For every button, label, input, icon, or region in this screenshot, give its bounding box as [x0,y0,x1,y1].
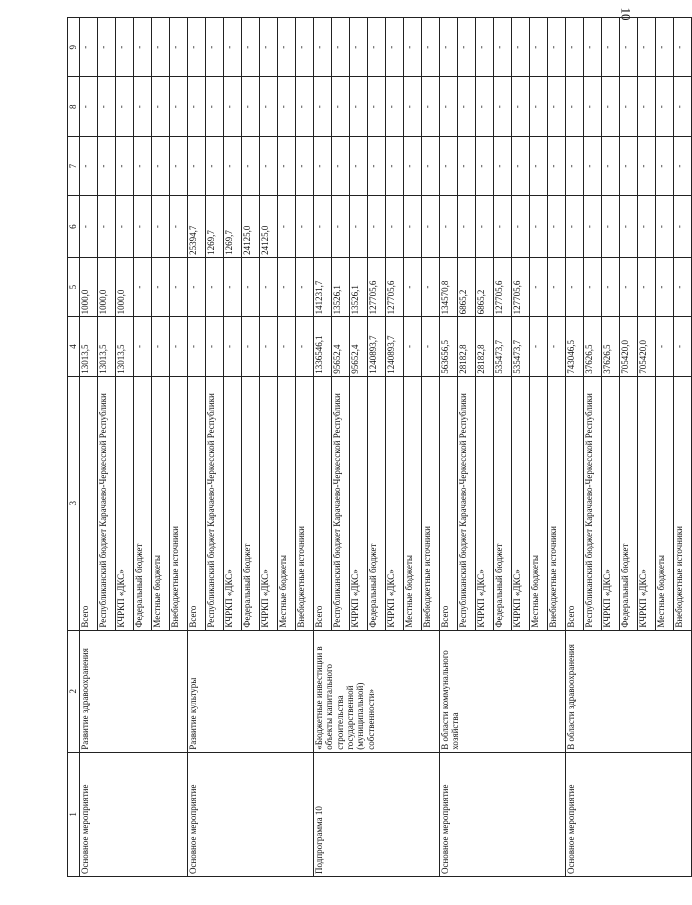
value-cell: - [638,77,656,136]
value-cell: - [260,18,278,77]
value-cell: - [548,196,566,258]
value-cell: - [656,317,674,376]
value-cell: - [368,136,386,195]
value-cell: 563656,5 [440,317,458,376]
value-cell: - [584,257,602,316]
value-cell: - [170,257,188,316]
value-cell: - [224,257,242,316]
value-cell: - [422,18,440,77]
value-cell: 134570,8 [440,257,458,316]
value-cell: - [260,257,278,316]
value-cell: - [530,257,548,316]
source-cell: Всего [314,376,332,630]
value-cell: - [206,18,224,77]
value-cell: - [98,196,116,258]
value-cell: 28182,8 [458,317,476,376]
value-cell: - [206,136,224,195]
value-cell: - [656,136,674,195]
value-cell: - [134,136,152,195]
value-cell: - [134,18,152,77]
source-cell: Федеральный бюджет [620,376,638,630]
value-cell: - [260,77,278,136]
value-cell: - [314,196,332,258]
value-cell: - [386,196,404,258]
value-cell: 24125,0 [260,196,278,258]
value-cell: - [422,257,440,316]
program-name-cell: Развитие культуры [188,630,314,752]
source-cell: Всего [80,376,98,630]
value-cell: - [638,136,656,195]
value-cell: - [566,18,584,77]
value-cell: - [80,77,98,136]
value-cell: - [188,317,206,376]
source-cell: КЧРКП «ДКС» [476,376,494,630]
source-cell: Местные бюджеты [656,376,674,630]
value-cell: - [98,77,116,136]
value-cell: - [224,18,242,77]
source-cell: Республиканский бюджет Карачаево-Черкесской Республики [206,376,224,630]
value-cell: - [296,317,314,376]
value-cell: - [386,18,404,77]
source-cell: Внебюджетные источники [674,376,692,630]
source-cell: Республиканский бюджет Карачаево-Черкесской Республики [98,376,116,630]
value-cell: - [440,196,458,258]
value-cell: - [278,196,296,258]
source-cell: Местные бюджеты [404,376,422,630]
value-cell: 28182,8 [476,317,494,376]
value-cell: - [602,196,620,258]
value-cell: - [548,317,566,376]
header-cell: 9 [68,18,80,77]
value-cell: - [170,18,188,77]
value-cell: - [134,257,152,316]
value-cell: - [170,136,188,195]
value-cell: - [278,18,296,77]
value-cell: 743046,5 [566,317,584,376]
value-cell: 13526,1 [332,257,350,316]
program-name-cell: В области коммунального хозяйства [440,630,566,752]
value-cell: 705420,0 [638,317,656,376]
value-cell: - [152,257,170,316]
value-cell: - [260,136,278,195]
value-cell: - [566,257,584,316]
value-cell: - [674,196,692,258]
value-cell: - [260,317,278,376]
value-cell: 37626,5 [602,317,620,376]
value-cell: 141231,7 [314,257,332,316]
source-cell: Внебюджетные источники [422,376,440,630]
value-cell: - [566,196,584,258]
value-cell: - [620,196,638,258]
value-cell: - [80,18,98,77]
value-cell: - [494,136,512,195]
header-cell: 5 [68,257,80,316]
source-cell: КЧРКП «ДКС» [260,376,278,630]
value-cell: - [404,317,422,376]
value-cell: - [602,77,620,136]
source-cell: Внебюджетные источники [170,376,188,630]
value-cell: - [476,18,494,77]
value-cell: - [404,136,422,195]
value-cell: - [206,317,224,376]
value-cell: - [530,77,548,136]
source-cell: Внебюджетные источники [296,376,314,630]
value-cell: 25394,7 [188,196,206,258]
value-cell: - [638,18,656,77]
value-cell: - [656,77,674,136]
value-cell: - [296,196,314,258]
value-cell: - [584,196,602,258]
value-cell: - [494,77,512,136]
source-cell: Внебюджетные источники [548,376,566,630]
value-cell: - [80,136,98,195]
header-cell: 8 [68,77,80,136]
source-cell: Федеральный бюджет [368,376,386,630]
value-cell: - [278,77,296,136]
value-cell: - [656,196,674,258]
value-cell: - [152,136,170,195]
value-cell: 705420,0 [620,317,638,376]
value-cell: - [98,136,116,195]
value-cell: - [386,77,404,136]
value-cell: 1000,0 [116,257,134,316]
value-cell: - [296,77,314,136]
value-cell: - [350,136,368,195]
value-cell: - [602,257,620,316]
value-cell: - [368,77,386,136]
header-cell: 4 [68,317,80,376]
source-cell: Всего [566,376,584,630]
source-cell: КЧРКП «ДКС» [512,376,530,630]
value-cell: - [494,196,512,258]
source-cell: Местные бюджеты [530,376,548,630]
value-cell: - [458,18,476,77]
value-cell: - [278,257,296,316]
value-cell: 6865,2 [458,257,476,316]
value-cell: - [332,196,350,258]
value-cell: - [332,136,350,195]
value-cell: - [242,317,260,376]
value-cell: - [512,136,530,195]
program-name-cell: «Бюджетные инвестиции в объекты капитального строительства государственной (муниципальной) собственности» [314,630,440,752]
value-cell: - [638,257,656,316]
value-cell: 535473,7 [494,317,512,376]
value-cell: - [620,18,638,77]
value-cell: - [548,77,566,136]
value-cell: - [458,77,476,136]
value-cell: - [296,18,314,77]
source-cell: Федеральный бюджет [494,376,512,630]
source-cell: КЧРКП «ДКС» [350,376,368,630]
value-cell: - [134,77,152,136]
value-cell: - [170,196,188,258]
value-cell: - [422,196,440,258]
value-cell: - [350,196,368,258]
value-cell: - [530,18,548,77]
source-cell: Местные бюджеты [152,376,170,630]
value-cell: - [206,257,224,316]
program-type-cell: Основное мероприятие [566,752,692,876]
program-name-cell: В области здравоохранения [566,630,692,752]
value-cell: - [404,257,422,316]
value-cell: - [458,196,476,258]
value-cell: - [134,196,152,258]
source-cell: Местные бюджеты [278,376,296,630]
value-cell: 13013,5 [98,317,116,376]
value-cell: - [422,77,440,136]
value-cell: - [548,18,566,77]
value-cell: - [512,18,530,77]
value-cell: - [350,18,368,77]
table-row [188,18,206,877]
rotated-table-wrapper [67,17,684,877]
value-cell: - [620,77,638,136]
value-cell: - [242,257,260,316]
value-cell: - [152,196,170,258]
value-cell: - [512,196,530,258]
program-type-cell: Подпрограмма 10 [314,752,440,876]
source-cell: КЧРКП «ДКС» [224,376,242,630]
value-cell: - [602,136,620,195]
source-cell: Республиканский бюджет Карачаево-Черкесской Республики [584,376,602,630]
value-cell: - [188,136,206,195]
value-cell: - [314,136,332,195]
value-cell: 127705,6 [512,257,530,316]
value-cell: - [404,18,422,77]
program-type-cell: Основное мероприятие [440,752,566,876]
value-cell: 1269,7 [206,196,224,258]
value-cell: 6865,2 [476,257,494,316]
value-cell: 535473,7 [512,317,530,376]
value-cell: - [152,18,170,77]
value-cell: - [188,18,206,77]
value-cell: - [530,196,548,258]
value-cell: 13526,1 [350,257,368,316]
value-cell: 1240893,7 [386,317,404,376]
program-type-cell: Основное мероприятие [188,752,314,876]
source-cell: КЧРКП «ДКС» [116,376,134,630]
source-cell: Всего [440,376,458,630]
value-cell: - [548,136,566,195]
header-cell: 7 [68,136,80,195]
value-cell: - [368,196,386,258]
value-cell: - [242,77,260,136]
value-cell: - [80,196,98,258]
source-cell: Всего [188,376,206,630]
value-cell: - [314,77,332,136]
value-cell: - [440,77,458,136]
value-cell: 1336546,1 [314,317,332,376]
value-cell: - [98,18,116,77]
value-cell: - [206,77,224,136]
table-row [440,18,458,877]
value-cell: - [620,136,638,195]
value-cell: - [350,77,368,136]
value-cell: - [566,77,584,136]
value-cell: - [116,196,134,258]
value-cell: 127705,6 [368,257,386,316]
program-type-cell: Основное мероприятие [80,752,188,876]
value-cell: - [296,136,314,195]
value-cell: - [386,136,404,195]
value-cell: - [278,136,296,195]
value-cell: - [242,18,260,77]
value-cell: - [602,18,620,77]
table-row [314,18,332,877]
value-cell: 127705,6 [494,257,512,316]
header-cell: 6 [68,196,80,258]
value-cell: - [674,136,692,195]
value-cell: - [224,77,242,136]
value-cell: - [476,196,494,258]
value-cell: - [674,77,692,136]
value-cell: - [170,77,188,136]
source-cell: Республиканский бюджет Карачаево-Черкесской Республики [332,376,350,630]
value-cell: - [296,257,314,316]
value-cell: 1000,0 [98,257,116,316]
value-cell: - [620,257,638,316]
value-cell: - [530,317,548,376]
value-cell: 13013,5 [116,317,134,376]
value-cell: - [188,77,206,136]
value-cell: - [314,18,332,77]
source-cell: Федеральный бюджет [242,376,260,630]
value-cell: - [440,18,458,77]
value-cell: - [476,136,494,195]
value-cell: - [404,77,422,136]
value-cell: - [242,136,260,195]
value-cell: 127705,6 [386,257,404,316]
program-name-cell: Развитие здравоохранения [80,630,188,752]
value-cell: 95652,4 [350,317,368,376]
page-number: 10 [618,7,634,21]
value-cell: 95652,4 [332,317,350,376]
table-row [80,18,98,877]
header-cell: 3 [68,376,80,630]
header-cell: 1 [68,752,80,876]
value-cell: - [674,18,692,77]
value-cell: - [332,18,350,77]
value-cell: - [566,136,584,195]
value-cell: - [494,18,512,77]
source-cell: КЧРКП «ДКС» [638,376,656,630]
value-cell: - [548,257,566,316]
header-cell: 2 [68,630,80,752]
value-cell: - [152,317,170,376]
value-cell: - [278,317,296,376]
value-cell: - [638,196,656,258]
value-cell: - [332,77,350,136]
value-cell: - [152,77,170,136]
value-cell: 1269,7 [224,196,242,258]
value-cell: - [422,317,440,376]
source-cell: КЧРКП «ДКС» [602,376,620,630]
value-cell: - [224,136,242,195]
value-cell: - [440,136,458,195]
value-cell: - [674,317,692,376]
value-cell: - [476,77,494,136]
value-cell: - [116,18,134,77]
source-cell: Федеральный бюджет [134,376,152,630]
value-cell: - [584,77,602,136]
value-cell: - [134,317,152,376]
value-cell: - [584,136,602,195]
value-cell: 37626,5 [584,317,602,376]
value-cell: - [458,136,476,195]
value-cell: - [224,317,242,376]
budget-table [67,17,692,877]
value-cell: - [368,18,386,77]
value-cell: 1240893,7 [368,317,386,376]
value-cell: - [530,136,548,195]
header-row [68,18,80,877]
value-cell: - [656,257,674,316]
table-row [566,18,584,877]
value-cell: - [188,257,206,316]
value-cell: - [422,136,440,195]
value-cell: - [116,77,134,136]
value-cell: - [674,257,692,316]
value-cell: 24125,0 [242,196,260,258]
value-cell: 13013,5 [80,317,98,376]
value-cell: - [656,18,674,77]
value-cell: - [116,136,134,195]
value-cell: 1000,0 [80,257,98,316]
value-cell: - [512,77,530,136]
value-cell: - [584,18,602,77]
value-cell: - [404,196,422,258]
value-cell: - [170,317,188,376]
source-cell: Республиканский бюджет Карачаево-Черкесской Республики [458,376,476,630]
source-cell: КЧРКП «ДКС» [386,376,404,630]
